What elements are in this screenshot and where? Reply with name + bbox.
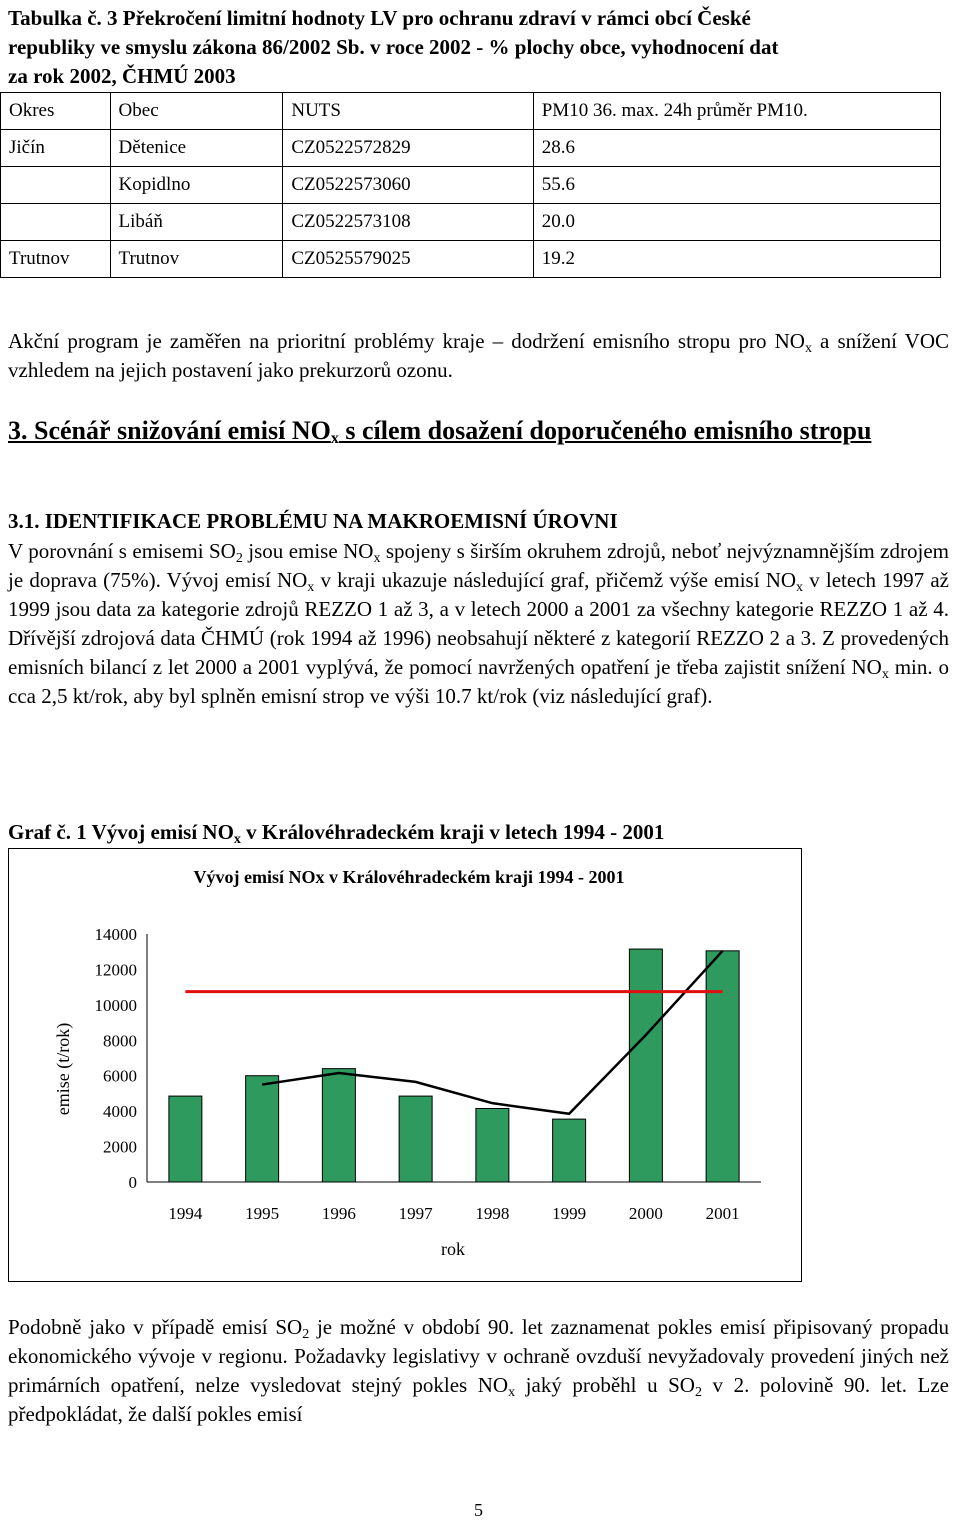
text-run: jsou emise NO [242,539,374,563]
subscript: x [233,832,241,847]
chart-title: Vývoj emisí NOx v Královéhradeckém kraji 1994 - 2001 [193,867,625,887]
header-okres: Okres [1,93,111,130]
y-tick-label: 6000 [103,1066,137,1086]
x-tick-label: 2000 [628,1204,663,1223]
subscript: x [804,341,812,356]
table-row [1,241,941,278]
caption-line-3: za rok 2002, ČHMÚ 2003 [8,64,236,88]
cell-okres: Jičín [1,130,111,167]
emission-bar [399,1096,432,1182]
header-pm10: PM10 36. max. 24h průměr PM10. [533,93,940,130]
subscript: x [508,1385,516,1400]
text-run: V porovnání s emisemi SO [8,539,236,563]
paragraph-podobne [8,1313,949,1429]
table-caption [8,4,949,91]
y-tick-label: 8000 [103,1031,137,1051]
header-nuts: NUTS [283,93,533,130]
cell-okres [1,167,111,204]
subscript: x [881,667,889,682]
text-run: Podobně jako v případě emisí SO [8,1315,303,1339]
text-run: je možné v období 90. let zaznamenat pokles emisí připisovaný propadu ekonomického vývoje v regionu. Požadavky legislativy v ochraně ovzduší nevyžadovaly provedení jiných než primárních opatření, nelze vysledovat stejný pokles NO [8,1315,950,1397]
emission-bar [629,949,662,1182]
x-tick-label: 1999 [552,1204,587,1223]
subscript: 2 [694,1385,702,1400]
cell-pm10: 55.6 [533,167,940,204]
pm10-table [0,92,941,278]
cell-pm10: 20.0 [533,204,940,241]
subscript: x [373,551,381,566]
text-run: v kraji ukazuje následující graf, přičemž výše emisí NO [314,568,797,592]
cell-obec: Trutnov [110,241,283,278]
text-run: Graf č. 1 Vývoj emisí NO [8,820,234,844]
table-header-row [1,93,941,130]
emission-bar [246,1076,279,1182]
text-run: a snížení VOC vzhledem na jejich postavení jako prekurzorů ozonu. [8,329,950,382]
cell-obec: Dětenice [110,130,283,167]
cell-pm10: 19.2 [533,241,940,278]
subscript: x [307,580,315,595]
y-tick-label: 10000 [94,995,137,1015]
x-tick-label: 1995 [245,1204,280,1223]
page-number: 5 [474,1500,483,1520]
x-tick-label: 1998 [475,1204,510,1223]
caption-line-1: Tabulka č. 3 Překročení limitní hodnoty LV pro ochranu zdraví v rámci obcí České [8,6,751,30]
text-run: v 2. polovině 90. let. Lze předpokládat, že další pokles emisí [8,1373,949,1426]
x-axis-label: rok [441,1239,465,1259]
y-tick-label: 0 [128,1173,137,1192]
text-run: jaký proběhl u SO [515,1373,695,1397]
caption-line-2: republiky ve smyslu zákona 86/2002 Sb. v roce 2002 - % plochy obce, vyhodnocení dat [8,35,779,59]
subscript: 2 [302,1327,310,1342]
text-run: v letech 1997 až 1999 jsou data za kategorie zdrojů REZZO 1 až 3, a v letech 2000 a 2001 za všechny kategorie REZZO 1 až 4. Dřívější zdrojová data ČHMÚ (rok 1994 až 1996) neobsahují některé z kategorií REZZO 2 a 3. Z provedených emisních bilancí z let 2000 a 2001 vyplývá, že pomocí navržených opatření je třeba zajistit snížení NO [8,568,949,679]
y-tick-label: 14000 [94,925,137,944]
subscript: 2 [235,551,243,566]
subsection-heading: 3.1. IDENTIFIKACE PROBLÉMU NA MAKROEMISNÍ ÚROVNI [8,509,618,533]
cell-nuts: CZ0522573108 [283,204,533,241]
x-tick-label: 1994 [168,1204,203,1223]
graph-caption [8,820,664,845]
subscript: x [330,430,339,447]
x-tick-label: 1996 [321,1204,356,1223]
text-run: 3. Scénář snižování emisí NO [8,416,331,445]
cell-obec: Libáň [110,204,283,241]
y-axis-label: emise (t/rok) [53,1022,73,1116]
cell-okres: Trutnov [1,241,111,278]
paragraph-identifikace [8,537,949,711]
emission-bar [706,951,739,1182]
text-run: min. o cca 2,5 kt/rok, aby byl splněn emisní strop ve výši 10.7 kt/rok (viz následující graf). [8,655,950,708]
text-run: Akční program je zaměřen na prioritní problémy kraje – dodržení emisního stropu pro NO [8,329,805,353]
emission-bar [476,1108,509,1182]
emission-bar [322,1069,355,1182]
cell-okres [1,204,111,241]
cell-nuts: CZ0522572829 [283,130,533,167]
cell-obec: Kopidlno [110,167,283,204]
header-obec: Obec [110,93,283,130]
text-run: v Královéhradeckém kraji v letech 1994 - 2001 [240,820,665,844]
cell-nuts: CZ0522573060 [283,167,533,204]
y-tick-label: 4000 [103,1102,137,1122]
table-row [1,130,941,167]
chart-frame [8,848,802,1282]
subscript: x [796,580,804,595]
y-tick-label: 12000 [94,960,137,980]
cell-pm10: 28.6 [533,130,940,167]
table-row [1,204,941,241]
y-tick-label: 2000 [103,1137,137,1157]
x-tick-label: 2001 [705,1204,740,1223]
section-heading [8,414,949,447]
text-run: spojeny s širším okruhem zdrojů, neboť nejvýznamnějším zdrojem je doprava (75%). Vývoj emisí NO [8,539,949,592]
emission-bar [169,1096,202,1182]
paragraph-akcni-program [8,327,949,385]
emission-bar [553,1119,586,1182]
cell-nuts: CZ0525579025 [283,241,533,278]
x-tick-label: 1997 [398,1204,433,1223]
table-row [1,167,941,204]
nox-emissions-chart [9,849,801,1281]
text-run: s cílem dosažení doporučeného emisního stropu [338,416,872,445]
